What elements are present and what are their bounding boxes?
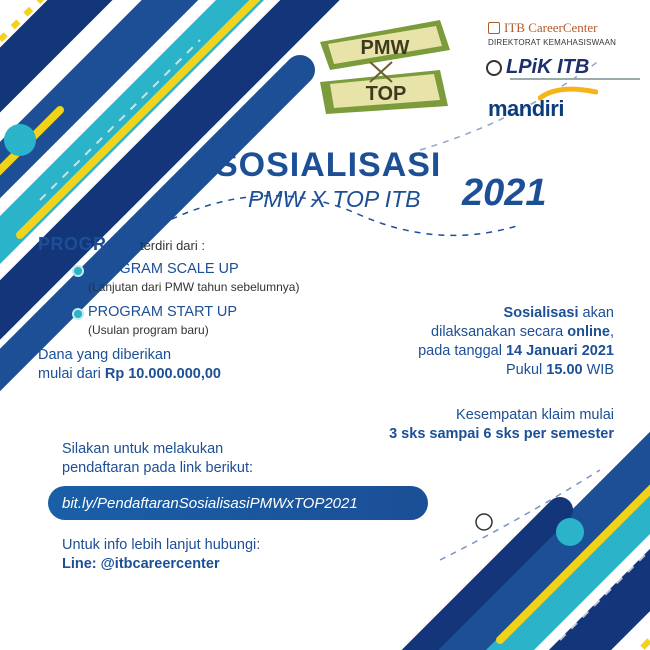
contact-line1: Untuk info lebih lanjut hubungi: <box>62 537 261 553</box>
registration-line1: Silakan untuk melakukan <box>62 441 224 457</box>
lpik-itb-logo <box>486 56 589 79</box>
registration-line2: pendaftaran pada link berikut: <box>62 460 254 476</box>
program-item-title: PROGRAM SCALE UP <box>88 261 239 277</box>
pmw-logo-bottom-text: TOP <box>365 83 407 105</box>
credit-amount: 3 sks sampai 6 sks per semester <box>389 426 614 442</box>
pmw-top-logo <box>300 12 460 122</box>
sosialisasi-text: pada tanggal <box>418 343 506 359</box>
title-pmw-top-itb: PMW X TOP ITB <box>248 186 421 212</box>
sosialisasi-line2 <box>418 323 614 342</box>
sosialisasi-text: , <box>609 324 614 340</box>
funding-text <box>38 346 221 384</box>
registration-link[interactable] <box>48 486 428 520</box>
sosialisasi-details <box>418 304 614 380</box>
sosialisasi-line3 <box>418 342 614 361</box>
sosialisasi-text: Pukul <box>505 362 547 378</box>
online-label: online <box>567 324 610 340</box>
itb-career-center-name: ITB CareerCenter <box>504 20 598 35</box>
contact-info <box>62 536 260 574</box>
sosialisasi-bold: Sosialisasi <box>503 305 579 321</box>
sosialisasi-text: dilaksanakan secara <box>431 324 568 340</box>
pmw-logo-top-text: PMW <box>360 37 410 59</box>
lpik-seal-icon <box>486 60 502 76</box>
program-heading-label: PROGRAM <box>38 234 136 254</box>
mandiri-logo <box>488 96 564 122</box>
contact-line2 <box>62 555 260 574</box>
sosialisasi-text: akan <box>578 305 614 321</box>
funding-line2 <box>38 365 221 384</box>
event-time: 15.00 <box>546 362 583 378</box>
credit-line1: Kesempatan klaim mulai <box>456 407 614 423</box>
bullet-icon <box>74 310 82 318</box>
funding-prefix: mulai dari <box>38 366 105 382</box>
program-heading <box>38 234 205 255</box>
program-item-desc: (Lanjutan dari PMW tahun sebelumnya) <box>88 280 300 294</box>
title-sosialisasi: SOSIALISASI <box>215 146 442 184</box>
mandiri-wave-icon <box>538 86 598 102</box>
funding-line1: Dana yang diberikan <box>38 347 172 363</box>
itb-career-center-sub: DIREKTORAT KEMAHASISWAAN <box>488 38 617 47</box>
registration-text <box>62 440 253 478</box>
sosialisasi-text: WIB <box>582 362 614 378</box>
program-item-title: PROGRAM START UP <box>88 304 238 320</box>
registration-link-text: bit.ly/PendaftaranSosialisasiPMWxTOP2021 <box>62 494 358 512</box>
credit-line2 <box>389 425 614 444</box>
sosialisasi-line1 <box>418 304 614 323</box>
program-item-desc: (Usulan program baru) <box>88 323 209 337</box>
title-year: 2021 <box>462 172 547 214</box>
bullet-icon <box>74 267 82 275</box>
line-contact: Line: @itbcareercenter <box>62 556 220 572</box>
mandiri-name: mandiri <box>488 96 564 121</box>
itb-career-center-logo <box>488 20 638 47</box>
itb-seal-icon <box>488 22 500 34</box>
lpik-underline <box>510 78 640 80</box>
program-heading-suffix: terdiri dari : <box>139 238 205 253</box>
credit-claim <box>389 406 614 444</box>
sosialisasi-line4 <box>418 361 614 380</box>
lpik-itb-name: LPiK ITB <box>506 56 590 78</box>
funding-amount: Rp 10.000.000,00 <box>104 366 221 382</box>
event-date: 14 Januari 2021 <box>505 343 614 359</box>
